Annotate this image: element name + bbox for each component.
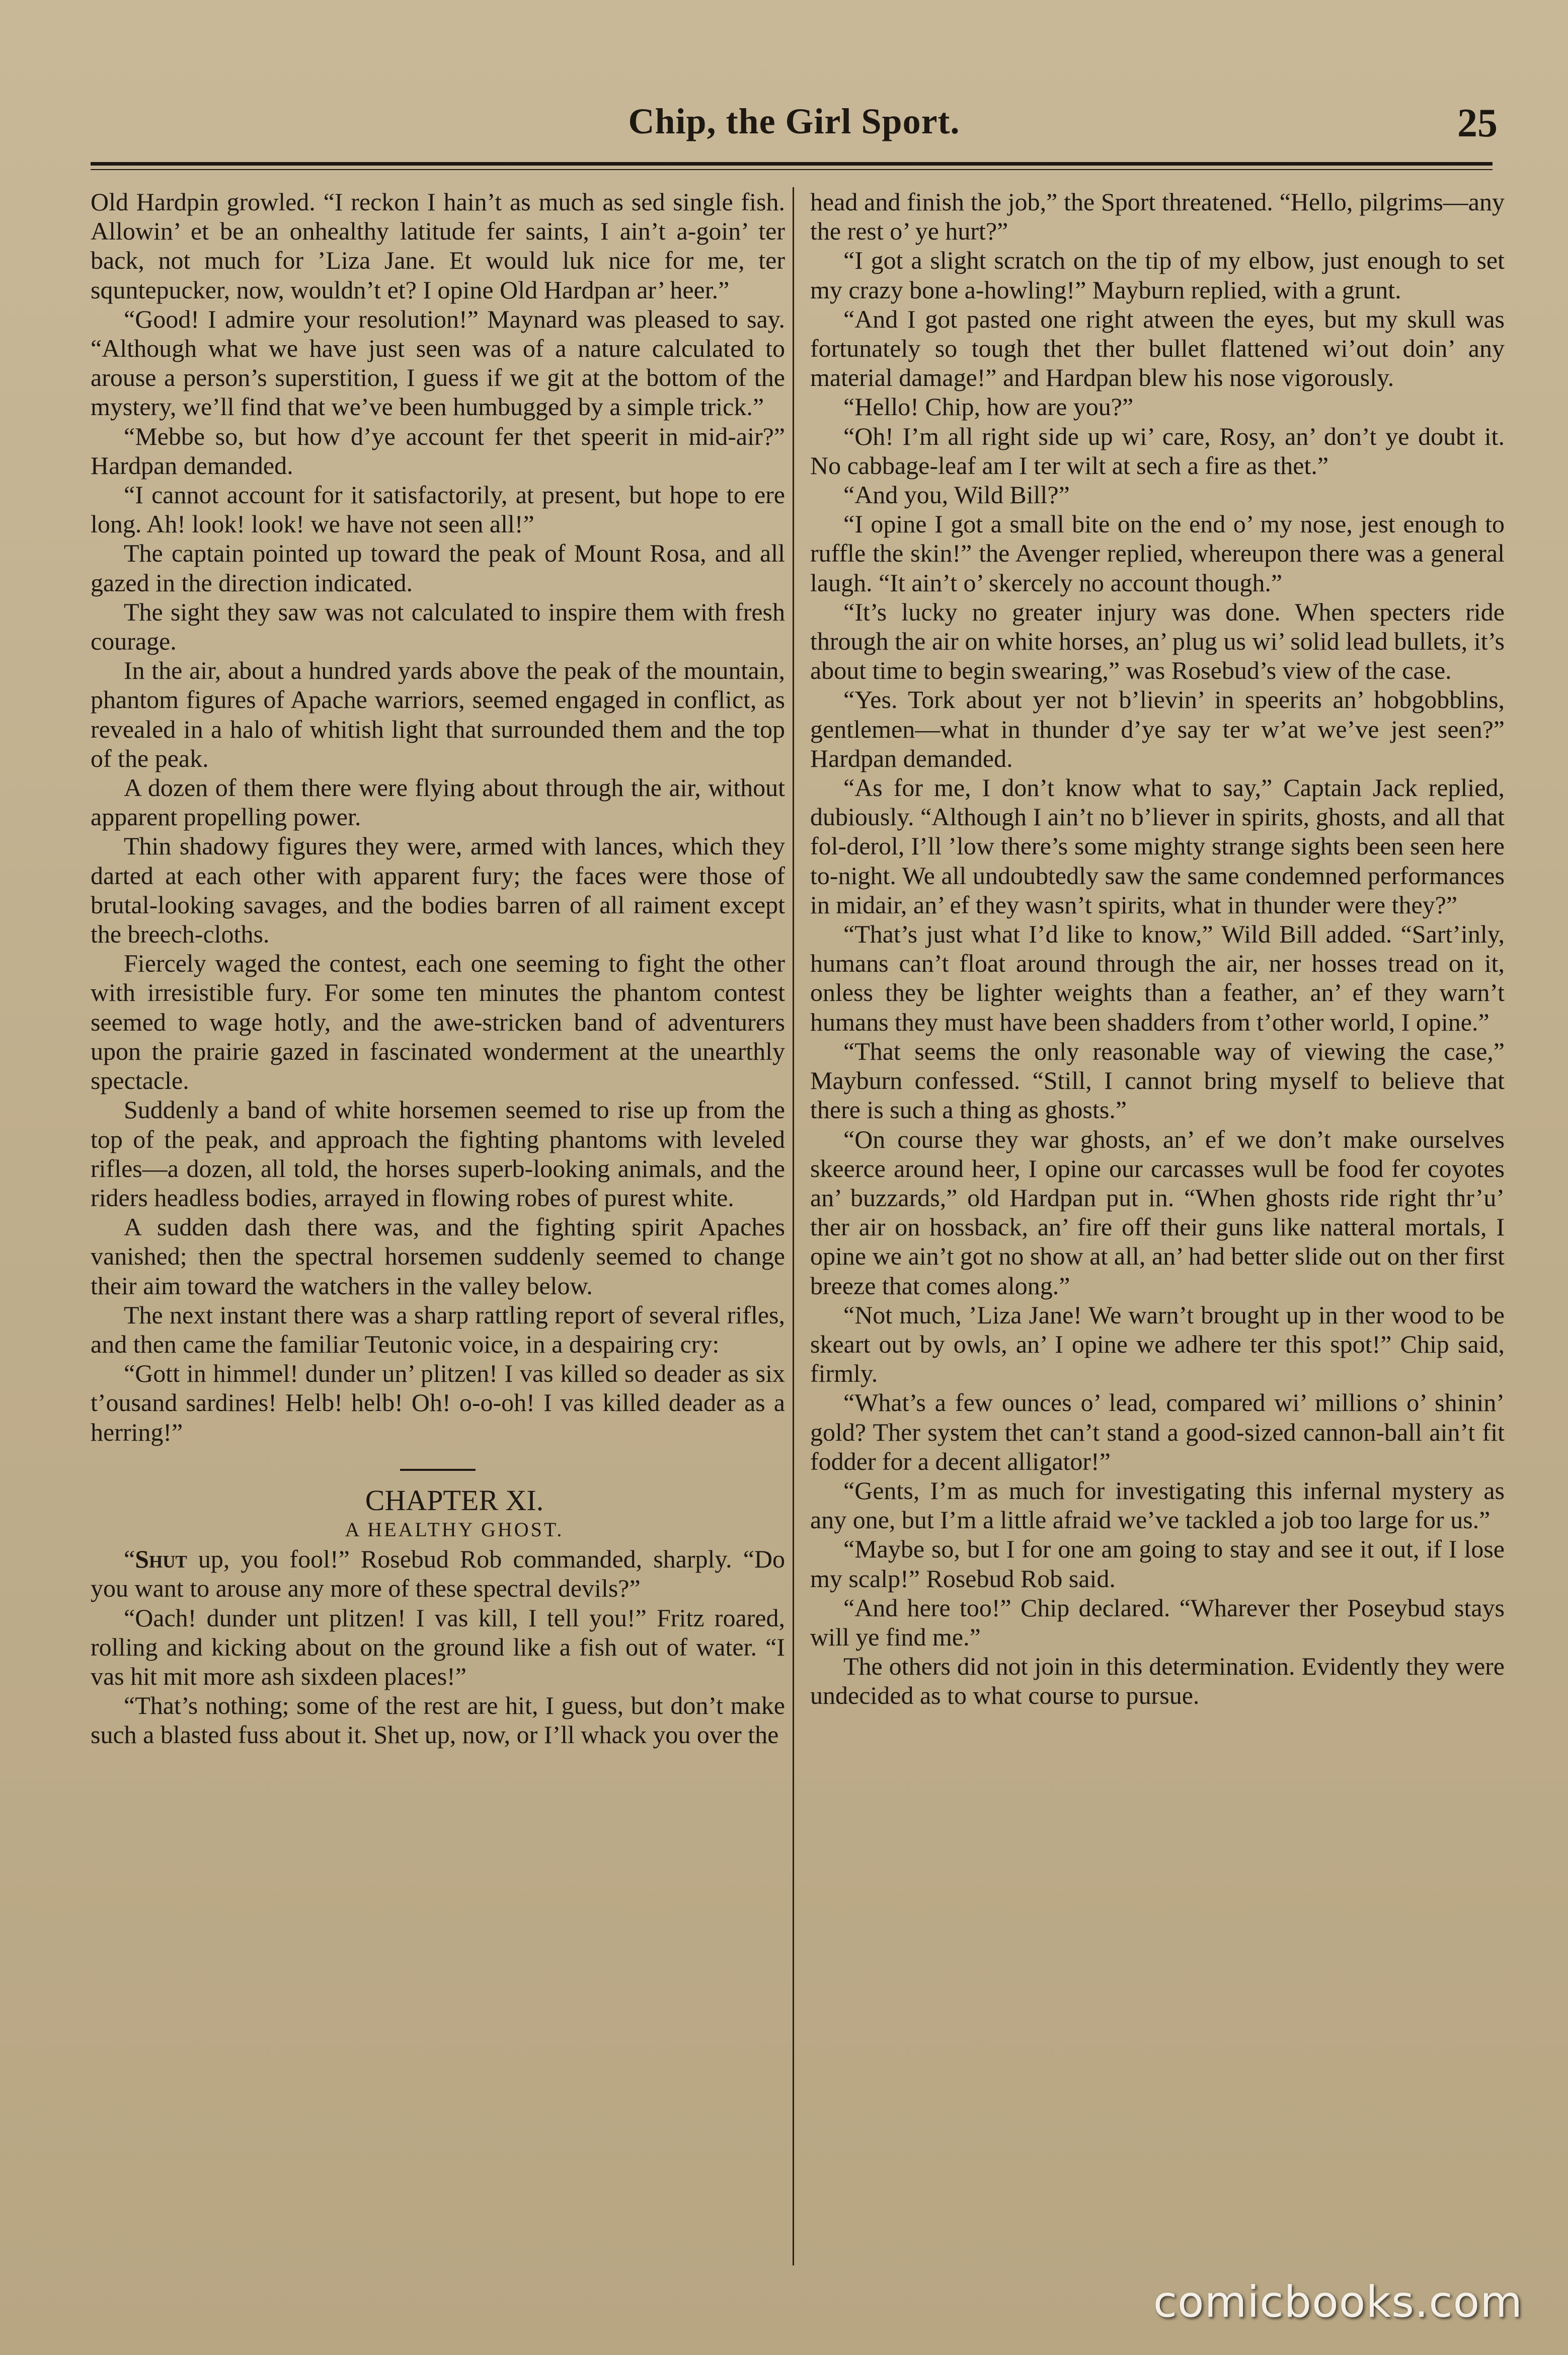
left-column	[91, 187, 785, 2275]
paragraph: “Maybe so, but I for one am going to stay and see it out, if I lose my scalp!” Rosebud Rob said.	[810, 1535, 1505, 1593]
paragraph: Thin shadowy figures they were, armed with lances, which they darted at each other with apparent fury; the faces were those of brutal-looking savages, and the bodies barren of all raiment except the breech-cloths.	[91, 832, 785, 949]
chapter-separator	[400, 1469, 476, 1471]
paragraph: head and finish the job,” the Sport threatened. “Hello, pilgrims—any the rest o’ ye hurt?”	[810, 188, 1505, 246]
paragraph: “I opine I got a small bite on the end o’ my nose, jest enough to ruffle the skin!” the Avenger replied, whereupon there was a general laugh. “It ain’t o’ skercely no account though.”	[810, 510, 1505, 597]
paragraph: “That seems the only reasonable way of viewing the case,” Mayburn confessed. “Still, I cannot bring myself to believe that there is such a thing as ghosts.”	[810, 1037, 1505, 1124]
site-watermark: comicbooks.com	[1153, 2277, 1523, 2327]
chapter-subtitle: A HEALTHY GHOST.	[345, 1518, 564, 1541]
paragraph: “Not much, ’Liza Jane! We warn’t brought up in ther wood to be skeart out by owls, an’ I opine we adhere ter this spot!” Chip said, firmly.	[810, 1300, 1505, 1388]
paragraph: “That’s nothing; some of the rest are hit, I guess, but don’t make such a blasted fuss about it. Shet up, now, or I’ll whack you over the	[91, 1691, 785, 1749]
paragraph: “On course they war ghosts, an’ ef we don’t make ourselves skeerce around heer, I opine our carcasses wull be food fer coyotes an’ buzzards,” old Hardpan put in. “When ghosts ride right thr’u’ ther air on hossback, an’ fire off their guns like natteral mortals, I opine we ain’t got no show at all, an’ had better slide out on ther first breeze that comes along.”	[810, 1125, 1505, 1300]
paragraph: A sudden dash there was, and the fighting spirit Apaches vanished; then the spectral horsemen suddenly seemed to change their aim toward the watchers in the valley below.	[91, 1213, 785, 1300]
paragraph: “Oh! I’m all right side up wi’ care, Rosy, an’ don’t ye doubt it. No cabbage-leaf am I ter wilt at sech a fire as thet.”	[810, 422, 1505, 480]
paragraph: “It’s lucky no greater injury was done. When specters ride through the air on white horses, an’ plug us wi’ solid lead bullets, it’s about time to begin swearing,” was Rosebud’s view of the case.	[810, 597, 1505, 685]
paragraph: The others did not join in this determination. Evidently they were undecided as to what course to pursue.	[810, 1652, 1505, 1710]
chapter-first-rest: up, you fool!” Rosebud Rob commanded, sharply. “Do you want to arouse any more of these spectral devils?”	[91, 1545, 785, 1603]
paragraph: “Mebbe so, but how d’ye account fer thet speerit in mid-air?” Hardpan demanded.	[91, 422, 785, 480]
paragraph: Old Hardpin growled. “I reckon I hain’t as much as sed single fish. Allowin’ et be an onhealthy latitude fer saints, I ain’t a-goin’ ter back, not much for ’Liza Jane. Et would luk nice for me, ter squntepucker, now, wouldn’t et? I opine Old Hardpan ar’ heer.”	[91, 188, 785, 304]
paragraph: “And here too!” Chip declared. “Wharever ther Poseybud stays will ye find me.”	[810, 1593, 1505, 1651]
paragraph: “And I got pasted one right atween the eyes, but my skull was fortunately so tough thet ther bullet flattened wi’out doin’ any material damage!” and Hardpan blew his nose vigorously.	[810, 304, 1505, 392]
paragraph: “Gents, I’m as much for investigating this infernal mystery as any one, but I’m a little afraid we’ve tackled a job too large for us.”	[810, 1476, 1505, 1534]
paragraph: “Oach! dunder unt plitzen! I vas kill, I tell you!” Fritz roared, rolling and kicking about on the ground like a fish out of water. “I vas hit mit more ash sixdeen places!”	[91, 1603, 785, 1690]
paragraph: “I got a slight scratch on the tip of my elbow, just enough to set my crazy bone a-howling!” Mayburn replied, with a grunt.	[810, 246, 1505, 304]
paragraph: “Hello! Chip, how are you?”	[843, 392, 1134, 421]
paragraph: In the air, about a hundred yards above the peak of the mountain, phantom figures of Apache warriors, seemed engaged in conflict, as revealed in a halo of whitish light that surrounded them and the top of the peak.	[91, 656, 785, 772]
paragraph: “And you, Wild Bill?”	[843, 481, 1070, 509]
paragraph: A dozen of them there were flying about through the air, without apparent propelling power.	[91, 773, 785, 831]
chapter-opening-paragraph: “Shut up, you fool!” Rosebud Rob commanded, sharply. “Do you want to arouse any more of these spectral devils?”	[91, 1545, 785, 1603]
paragraph: “Gott in himmel! dunder un’ plitzen! I vas killed so deader as six t’ousand sardines! Helb! helb! Oh! o-o-oh! I vas killed deader as a herring!”	[91, 1359, 785, 1446]
header-rule-thin	[91, 169, 1493, 170]
paragraph: “Good! I admire your resolution!” Maynard was pleased to say. “Although what we have just seen was of a nature calculated to arouse a person’s superstition, I guess if we git at the bottom of the mystery, we’ll find that we’ve been humbugged by a simple trick.”	[91, 304, 785, 421]
paragraph: Suddenly a band of white horsemen seemed to rise up from the top of the peak, and approach the fighting phantoms with leveled rifles—a dozen, all told, the horses superb-looking animals, and the riders headless bodies, arrayed in flowing robes of purest white.	[91, 1095, 785, 1212]
paragraph: “What’s a few ounces o’ lead, compared wi’ millions o’ shinin’ gold? Ther system thet can’t stand a good-sized cannon-ball ain’t fit fodder for a decent alligator!”	[810, 1388, 1505, 1475]
chapter-first-word: Shut	[135, 1545, 187, 1574]
paragraph: The next instant there was a sharp rattling report of several rifles, and then came the familiar Teutonic voice, in a despairing cry:	[91, 1300, 785, 1358]
right-column	[810, 187, 1505, 2275]
page-header	[91, 101, 1498, 156]
paragraph: “As for me, I don’t know what to say,” Captain Jack replied, dubiously. “Although I ain’t no b’liever in spirits, ghosts, and all that fol-derol, I’ll ’low there’s some mighty strange sights been seen here to-night. We all undoubtedly saw the same condemned performances in midair, an’ ef they wasn’t spirits, what in thunder were they?”	[810, 773, 1505, 919]
paragraph: The captain pointed up toward the peak of Mount Rosa, and all gazed in the direction indicated.	[91, 539, 785, 597]
paragraph: “I cannot account for it satisfactorily, at present, but hope to ere long. Ah! look! look! we have not seen all!”	[91, 481, 785, 538]
column-divider	[793, 187, 794, 2265]
header-rule	[91, 162, 1493, 166]
paragraph: Fiercely waged the contest, each one seeming to fight the other with irresistible fury. For some ten minutes the phantom contest seemed to wage hotly, and the awe-stricken band of adventurers upon the prairie gazed in fascinated wonderment at the unearthly spectacle.	[91, 949, 785, 1095]
chapter-title: CHAPTER XI.	[365, 1483, 544, 1517]
page-number: 25	[1457, 101, 1498, 145]
paragraph: The sight they saw was not calculated to inspire them with fresh courage.	[91, 597, 785, 656]
paragraph: “Yes. Tork about yer not b’lievin’ in speerits an’ hobgobblins, gentlemen—what in thunder d’ye say ter w’at we’ve jest seen?” Hardpan demanded.	[810, 685, 1505, 772]
running-title: Chip, the Girl Sport.	[628, 101, 960, 141]
paragraph: “That’s just what I’d like to know,” Wild Bill added. “Sart’inly, humans can’t float around through the air, ner hosses tread on it, onless they be lighter weights than a feather, an’ ef they warn’t humans they must have been shadders from t’other world, I opine.”	[810, 920, 1505, 1036]
